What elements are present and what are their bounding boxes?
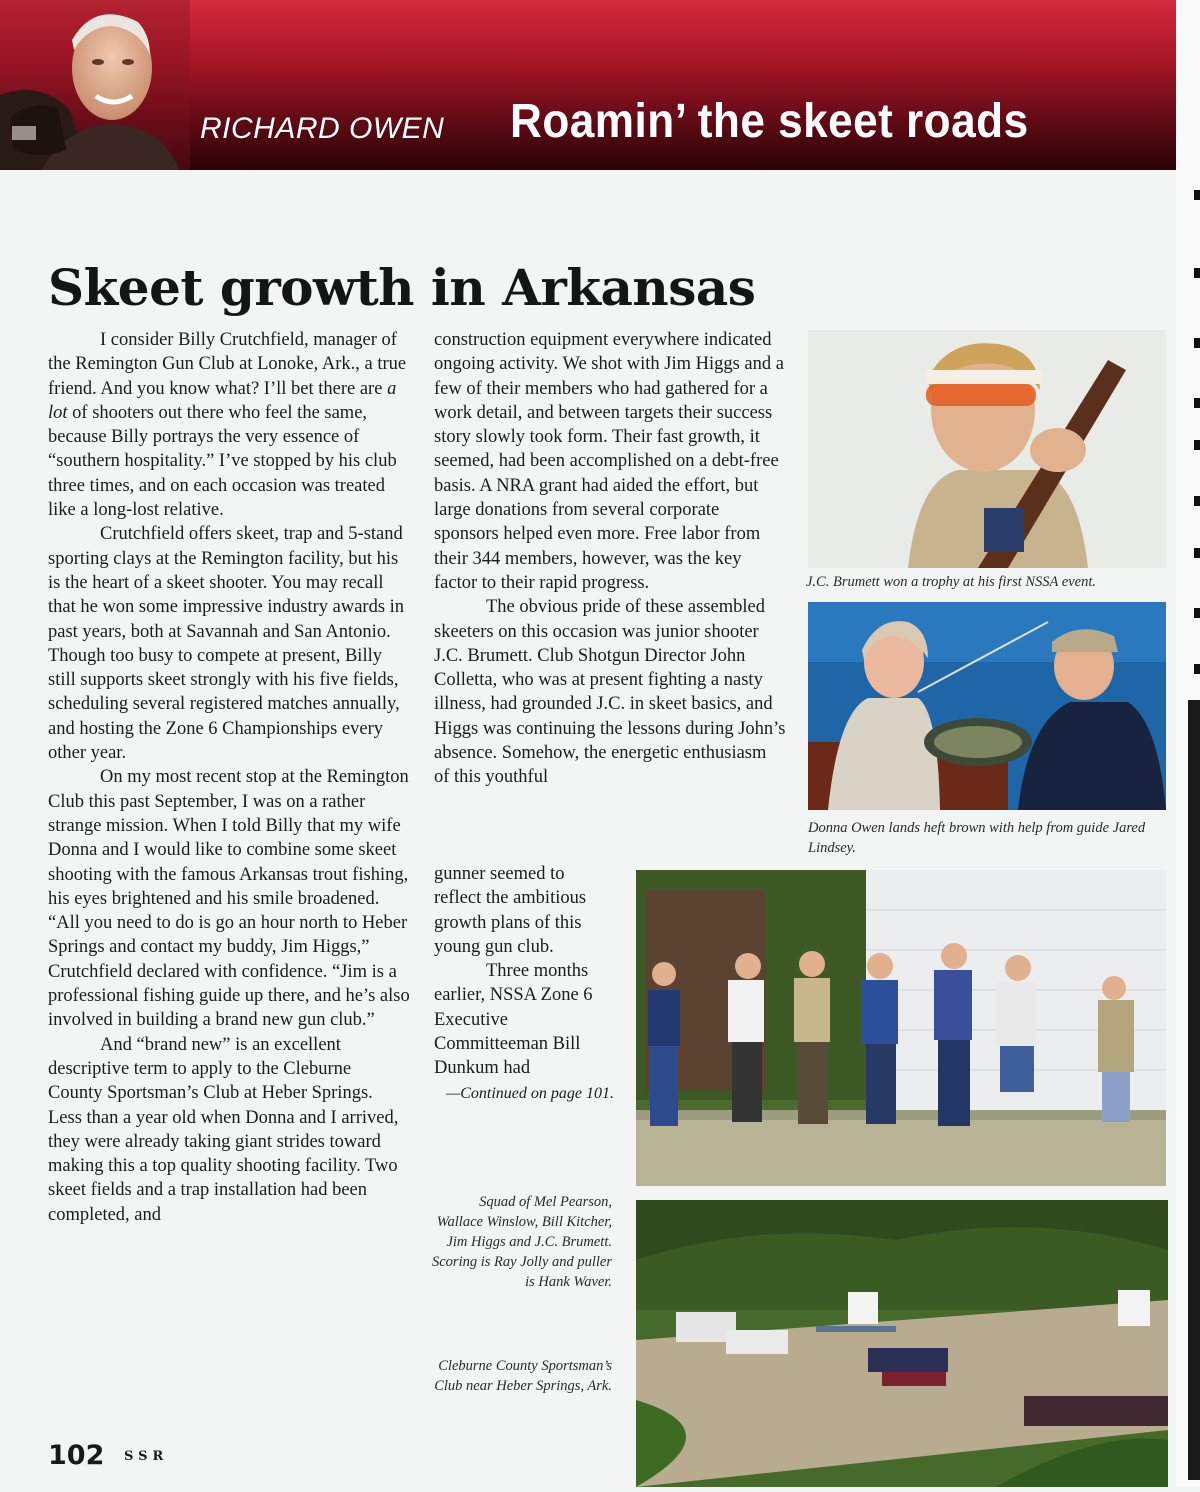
paragraph: Three months earlier, NSSA Zone 6 Executive Committeeman Bill Dunkum had bbox=[434, 961, 593, 1079]
author-name: RICHARD OWEN bbox=[200, 112, 445, 145]
paragraph: The obvious pride of these assembled skeeters on this occasion was junior shooter J.C. Brumett. Club Shotgun Director John Colletta, who was at present fighting a nasty illness, had grounded J.C. in skeet basics, and Higgs was continuing the lessons during John’s absence. Somehow, the energetic enthusiasm of this youthful bbox=[434, 597, 786, 788]
photo-club-grounds bbox=[636, 1200, 1168, 1487]
article-headline: Skeet growth in Arkansas bbox=[48, 257, 756, 317]
photo-donna-owen bbox=[808, 602, 1166, 810]
paragraph: I consider Billy Crutchfield, manager of the Remington Gun Club at Lonoke, Ark., a true friend. And you know what? I’ll bet there are a lot of shooters out there who feel the same, because Billy portrays the very essence of “southern hospitality.” I’ve stopped by his club three times, and on each occasion was treated like a long-lost relative. bbox=[48, 330, 407, 521]
photo-squad bbox=[636, 870, 1166, 1186]
author-photo bbox=[0, 0, 190, 170]
paragraph: gunner seemed to reflect the ambitious growth plans of this young gun club. bbox=[434, 864, 587, 957]
column-title: Roamin’ the skeet roads bbox=[510, 95, 1029, 148]
page-number: 102 bbox=[48, 1440, 105, 1471]
caption-squad: Squad of Mel Pearson, Wallace Winslow, Bill Kitcher, Jim Higgs and J.C. Brumett. Scoring is Ray Jolly and puller is Hank Waver. bbox=[432, 1194, 613, 1290]
article-column-1 bbox=[48, 328, 410, 1227]
paragraph: construction equipment everywhere indicated ongoing activity. We shot with Jim Higgs and a few of their members who had gathered for a work detail, and between targets their success story slowly took form. Their fast growth, it seemed, had been accomplished on a debt-free basis. A NRA grant had aided the effort, but large donations from several corporate sponsors helped even more. Free labor from their 344 members, however, was the key factor to their rapid progress. bbox=[434, 330, 784, 593]
paragraph: And “brand new” is an excellent descriptive term to apply to the Cleburne County Sportsman’s Club at Heber Springs. Less than a year old when Donna and I arrived, they were already taking giant strides toward making this a top quality shooting facility. Two skeet fields and a trap installation had been completed, and bbox=[48, 1034, 399, 1225]
magazine-name: SSR bbox=[124, 1449, 169, 1464]
continued-note: —Continued on page 101. bbox=[446, 1084, 614, 1102]
photo-jc-brumett bbox=[808, 330, 1166, 568]
page-edge-marks bbox=[1184, 0, 1200, 1487]
caption-club: Cleburne County Sportsman’s Club near Heber Springs, Ark. bbox=[434, 1358, 612, 1394]
caption-donna: Donna Owen lands heft brown with help from guide Jared Lindsey. bbox=[808, 820, 1146, 856]
article-column-2-narrow bbox=[434, 862, 614, 1104]
column-banner bbox=[0, 0, 1180, 170]
article-column-2 bbox=[434, 328, 786, 790]
caption-jc: J.C. Brumett won a trophy at his first NSSA event. bbox=[806, 574, 1096, 590]
paragraph: Crutchfield offers skeet, trap and 5-stand sporting clays at the Remington facility, but his is the heart of a skeet shooter. You may recall that he won some impressive industry awards in past years, both at Savannah and San Antonio. Though too busy to compete at present, Billy still supports skeet strongly with his five fields, scheduling several registered matches annually, and hosting the Zone 6 Championships every other year. bbox=[48, 524, 405, 764]
paragraph: On my most recent stop at the Remington Club this past September, I was on a rather strange mission. When I told Billy that my wife Donna and I would like to combine some skeet shooting with the famous Arkansas trout fishing, his eyes brightened and his smile broadened. “All you need to do is go an hour north to Heber Springs and contact my buddy, Jim Higgs,” Crutchfield declared with confidence. “Jim is a professional fishing guide up there, and he’s also involved in building a brand new gun club.” bbox=[48, 767, 410, 1031]
